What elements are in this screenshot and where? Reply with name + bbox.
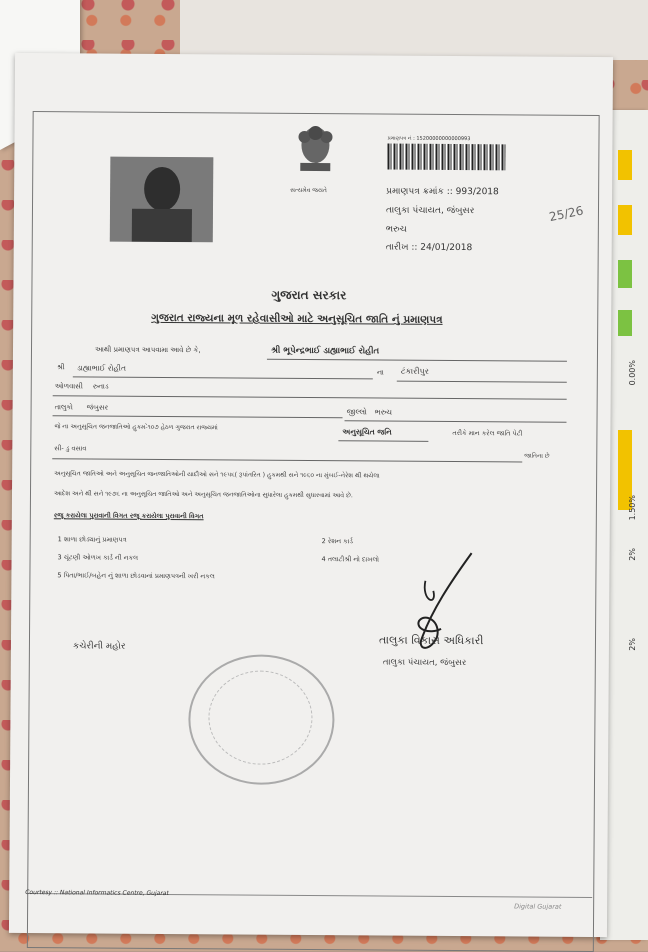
yellow-bar xyxy=(618,150,632,180)
caste-category: અનુસૂચિત જનિ xyxy=(342,427,392,437)
caste-certificate xyxy=(9,53,613,937)
office-seal-inner xyxy=(208,670,313,765)
issue-date: તારીખ :: 24/01/2018 xyxy=(385,242,473,254)
legal-paragraph-line2: આદેશ અને થી સને ૧૯૭૬ ના અનુસૂચિત જાતિઓ અને અનુસૂચિત જનજાતિઓના સુધારેલા હુકમથી સુધારવામાં આવે છે. xyxy=(53,490,353,500)
district-name: ભરુચ xyxy=(374,407,393,417)
father-name: ડાહ્યાભાઈ રોહીત xyxy=(76,363,126,373)
side-percent: 2% xyxy=(628,638,637,651)
holder-name: શ્રી ભૂપેન્દ્રભાઈ ડાહ્યાભાઈ રોહીત xyxy=(270,345,380,357)
officer-office: તાલુકા પંચાયત, જંબુસર xyxy=(382,657,467,669)
district-label: જીલ્લો xyxy=(346,407,367,417)
barcode-label: પ્રમાણપત્ર નં : 15200000000000993 xyxy=(387,135,471,143)
green-bar xyxy=(618,310,632,336)
barcode xyxy=(387,144,505,171)
emblem-caption: સત્યમેવ જયતે xyxy=(290,186,327,195)
subcaste-label: જાતિના છે xyxy=(524,452,550,460)
caste-order-text: જે ના અનુસૂચિત જનજાતિઓ હુકમ-ે૧૦૭ હેઠળ ગુજરાત રાજ્યમાં xyxy=(54,423,218,432)
government-title: ગુજરાત સરકાર xyxy=(271,287,347,303)
recognised-text: તરીકે માન કરેલ જાતિ પેટી xyxy=(452,428,523,438)
side-percent: 2% xyxy=(628,548,637,561)
certificate-title: ગુજરાત રાજ્યના મૂળ રહેવાસીઓ માટે અનુસૂચિત જાતિ નું પ્રમાણપત્ર xyxy=(151,311,443,326)
issuing-office: તાલુકા પંચાયત, જંબુસર xyxy=(385,205,475,217)
national-emblem-icon xyxy=(292,123,338,185)
taluka-name: જંબુસર xyxy=(86,403,109,412)
intro-text: આથી પ્રમાણપત્ર આપવામા આવે છે કે, xyxy=(94,345,201,355)
side-percent: 1.50% xyxy=(628,495,637,521)
proof-item: 1 શાળા છોડ્યાનું પ્રમાણપત્ર xyxy=(57,535,127,544)
village-label: ના xyxy=(376,368,384,377)
legal-paragraph-line1: અનુસૂચિત જાતિઓ અને અનુસૂચિત જનજાતિઓની યાદીઓ સને ૧૯૫૬( રૂપાંતરિત ) હુકમથી સને ૧૯૬૦ ના મુંબઈ-નેરેશ થી થયેલા xyxy=(54,470,380,480)
taluka-label: તાલુકો xyxy=(54,403,73,412)
digital-gujarat-logo: Digital Gujarat xyxy=(514,902,562,911)
holder-photo xyxy=(110,157,214,243)
handwritten-page-number: 25/26 xyxy=(547,203,585,225)
background-paper xyxy=(180,0,648,60)
certificate-number: પ્રમાણપત્ર ક્રમાંક :: 993/2018 xyxy=(386,186,499,198)
proof-header: રજૂ કરાયેલા પુરાવાની વિગત રજૂ કરાયેલા પુરાવાની વિગત xyxy=(53,511,204,521)
father-label: શ્રી xyxy=(56,363,65,372)
proof-item: 5 પિતા/ભાઈ/બહેન નું શાળા છોડવાનાં પ્રમાણપત્રની ખરી નકલ xyxy=(57,571,215,581)
courtesy-text: Courtesy :: National Informatics Centre, Gujarat xyxy=(25,889,169,898)
issuing-district: ભરુચ xyxy=(385,224,407,235)
office-seal-label: કચેરીની મહોર xyxy=(72,641,126,652)
proof-item: 4 તલાટીશ્રી નો દાખલો xyxy=(321,555,380,564)
side-percent: 0.00% xyxy=(628,360,637,386)
subcaste-name: સી- ડુ વસાવ xyxy=(54,444,87,453)
green-bar xyxy=(618,260,632,288)
yellow-bar xyxy=(618,205,632,235)
proof-item: 2 રેશન કાર્ડ xyxy=(321,537,353,546)
proof-item: 3 ચૂંટણી ઓળખ કાર્ડ ની નકલ xyxy=(57,553,139,562)
officer-designation: તાલુકા વિકાસ અધિકારી xyxy=(378,633,484,648)
locality-label: ઓળવાસી xyxy=(54,382,83,391)
locality-name: રુનાડ xyxy=(92,382,109,391)
village-name: ટંકારીપુર xyxy=(400,366,429,376)
